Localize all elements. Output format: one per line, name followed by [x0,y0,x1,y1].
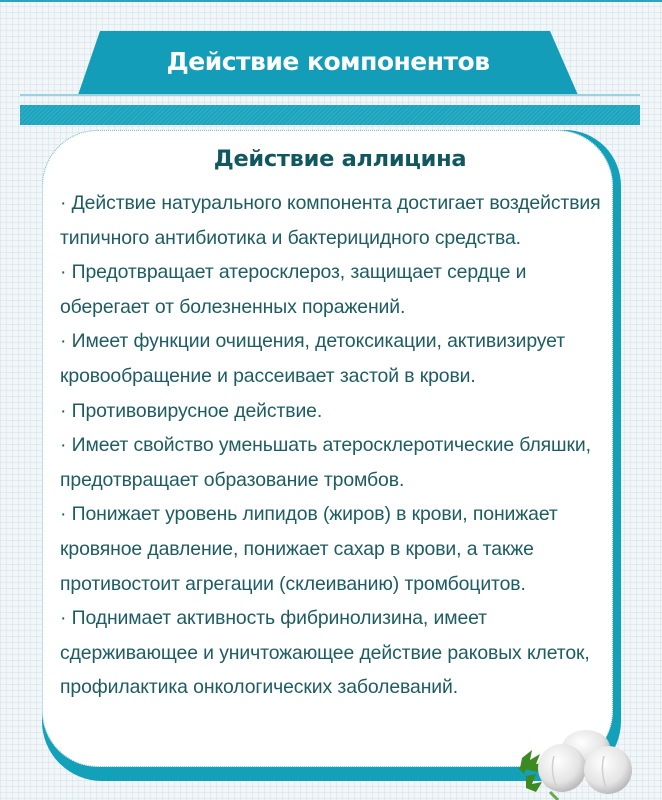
bullet-item: · Имеет свойство уменьшать атеросклеротические бляшки, предотвращает образование тромбов. [60,434,591,491]
bullet-item: · Понижает уровень липидов (жиров) в крови, понижает кровяное давление, понижает сахар в крови, а также противостоит агрегации (склеиванию) тромбоцитов. [60,503,558,595]
bullet-item: · Имеет функции очищения, детоксикации, активизирует кровообращение и рассеивает застой в крови. [60,330,565,387]
bullet-item: · Действие натурального компонента достигает воздействия типичного антибиотика и бактерицидного средства. [60,192,601,249]
top-accent-line [0,0,662,2]
bullet-item: · Предотвращает атеросклероз, защищает сердце и оберегает от болезненных поражений. [60,261,527,318]
header-stripe-bar [20,105,640,125]
header-divider [20,94,640,96]
card-title: Действие аллицина [213,146,467,172]
header-title: Действие компонентов [166,46,490,76]
bullet-list [60,186,620,705]
garlic-with-parsley-icon [510,728,640,800]
bullet-item: · Противовирусное действие. [60,399,323,422]
bullet-item: · Поднимает активность фибринолизина, имеет сдерживающее и уничтожающее действие раковых клеток, профилактика онкологических заболеваний. [60,607,590,699]
